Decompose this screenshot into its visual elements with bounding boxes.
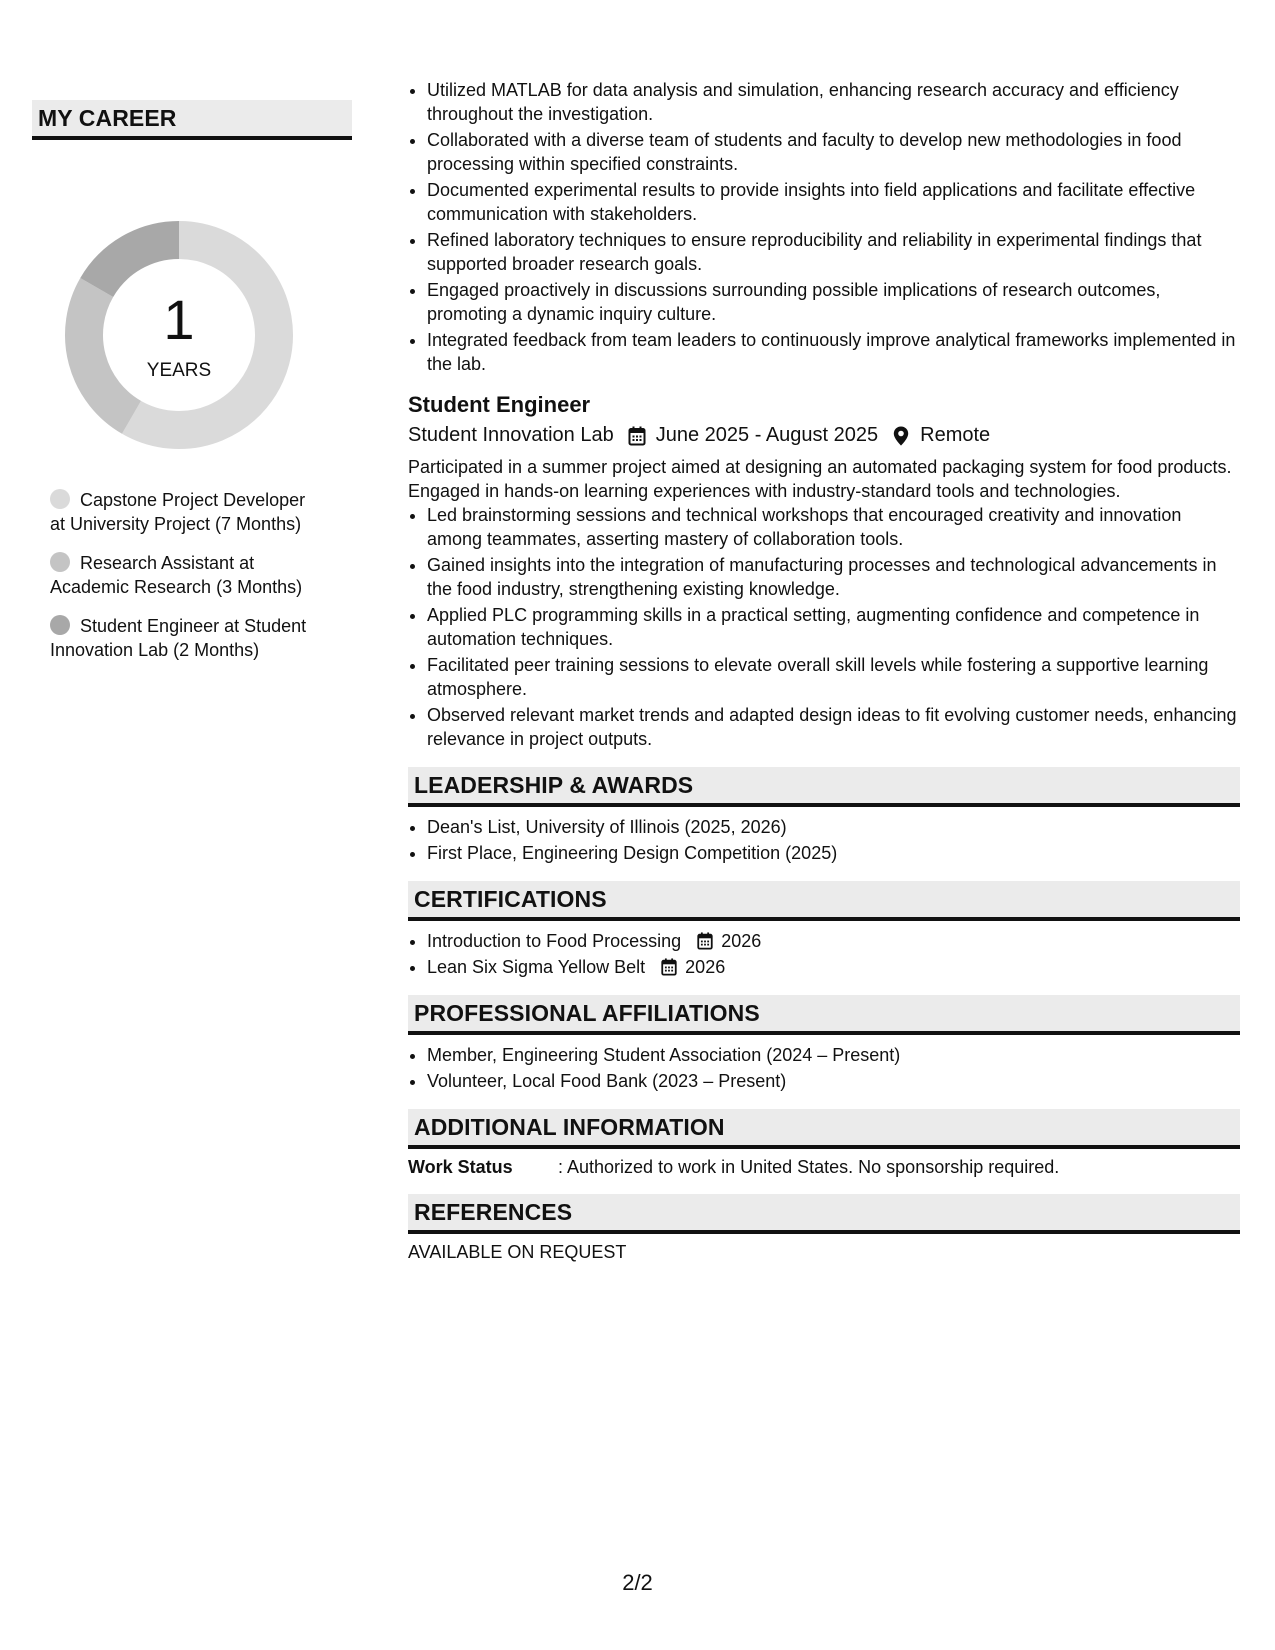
certification-name: Introduction to Food Processing bbox=[427, 931, 682, 951]
legend-dot bbox=[50, 615, 70, 635]
certifications-heading: CERTIFICATIONS bbox=[408, 881, 1240, 921]
work-status-row bbox=[408, 1157, 1240, 1178]
affiliations-heading: PROFESSIONAL AFFILIATIONS bbox=[408, 995, 1240, 1035]
leadership-heading: LEADERSHIP & AWARDS bbox=[408, 767, 1240, 807]
bullet-item: • Engaged proactively in discussions surrounding possible implications of research outcomes, promoting a dynamic inquiry culture. bbox=[427, 278, 1240, 326]
career-legend bbox=[50, 488, 320, 662]
left-column bbox=[32, 100, 352, 677]
list-item: • Volunteer, Local Food Bank (2023 – Present) bbox=[427, 1069, 1240, 1093]
additional-heading: ADDITIONAL INFORMATION bbox=[408, 1109, 1240, 1149]
affiliations-section bbox=[408, 995, 1240, 1093]
list-item: • Dean's List, University of Illinois (2025, 2026) bbox=[427, 815, 1240, 839]
donut-segment bbox=[97, 240, 179, 288]
leadership-section bbox=[408, 767, 1240, 865]
legend-label: Capstone Project Developer at University Project (7 Months) bbox=[50, 490, 306, 534]
job-description: Participated in a summer project aimed at designing an automated packaging system for food products. Engaged in hands-on learning experiences with industry-standard tools and technologies. bbox=[408, 457, 1232, 501]
certification-item bbox=[427, 955, 1240, 979]
job-title: Student Engineer bbox=[408, 392, 591, 417]
legend-label: Research Assistant at Academic Research (3 Months) bbox=[50, 553, 303, 597]
certifications-list bbox=[408, 929, 1240, 979]
certification-name: Lean Six Sigma Yellow Belt bbox=[427, 957, 646, 977]
work-status-value: : Authorized to work in United States. No sponsorship required. bbox=[558, 1157, 1060, 1177]
legend-label: Student Engineer at Student Innovation Lab (2 Months) bbox=[50, 616, 307, 660]
legend-dot bbox=[50, 552, 70, 572]
page-number: 2/2 bbox=[622, 1570, 653, 1595]
legend-item bbox=[50, 614, 320, 662]
job-dates: June 2025 - August 2025 bbox=[655, 424, 879, 446]
legend-dot bbox=[50, 489, 70, 509]
donut-number: 1 bbox=[163, 288, 195, 351]
certification-year: 2026 bbox=[685, 957, 726, 977]
bullet-item: • Observed relevant market trends and adapted design ideas to fit evolving customer needs, enhancing relevance in project outputs. bbox=[427, 703, 1240, 751]
list-item: • First Place, Engineering Design Competition (2025) bbox=[427, 841, 1240, 865]
location-pin-icon bbox=[890, 425, 912, 447]
legend-item bbox=[50, 551, 320, 599]
leadership-list bbox=[408, 815, 1240, 865]
calendar-icon bbox=[626, 425, 648, 447]
certification-year: 2026 bbox=[721, 931, 762, 951]
prev-job-bullets bbox=[408, 78, 1240, 376]
bullet-item: • Collaborated with a diverse team of students and faculty to develop new methodologies in food processing within specified constraints. bbox=[427, 128, 1240, 176]
job-bullets bbox=[408, 503, 1240, 751]
references-section bbox=[408, 1194, 1240, 1263]
list-item: • Member, Engineering Student Association (2024 – Present) bbox=[427, 1043, 1240, 1067]
bullet-item: • Utilized MATLAB for data analysis and simulation, enhancing research accuracy and efficiency throughout the investigation. bbox=[427, 78, 1240, 126]
work-status-label: Work Status bbox=[408, 1157, 513, 1177]
certification-item bbox=[427, 929, 1240, 953]
bullet-item: • Integrated feedback from team leaders to continuously improve analytical frameworks implemented in the lab. bbox=[427, 328, 1240, 376]
bullet-item: • Gained insights into the integration of manufacturing processes and technological advancements in the food industry, strengthening existing knowledge. bbox=[427, 553, 1240, 601]
job-meta bbox=[408, 424, 1240, 447]
references-text: AVAILABLE ON REQUEST bbox=[408, 1242, 627, 1262]
career-heading: MY CAREER bbox=[32, 100, 352, 140]
bullet-item: • Applied PLC programming skills in a practical setting, augmenting confidence and competence in automation techniques. bbox=[427, 603, 1240, 651]
bullet-item: • Facilitated peer training sessions to elevate overall skill levels while fostering a supportive learning atmosphere. bbox=[427, 653, 1240, 701]
additional-section bbox=[408, 1109, 1240, 1178]
bullet-item: • Refined laboratory techniques to ensure reproducibility and reliability in experimental findings that supported broader research goals. bbox=[427, 228, 1240, 276]
calendar-icon bbox=[696, 932, 714, 950]
donut-unit: YEARS bbox=[146, 360, 212, 381]
right-column bbox=[408, 78, 1240, 1263]
legend-item bbox=[50, 488, 320, 536]
bullet-item: • Led brainstorming sessions and technical workshops that encouraged creativity and innovation among teammates, asserting mastery of collaboration tools. bbox=[427, 503, 1240, 551]
job-company: Student Innovation Lab bbox=[408, 424, 614, 446]
career-donut-chart bbox=[64, 220, 294, 450]
bullet-item: • Documented experimental results to provide insights into field applications and facilitate effective communication with stakeholders. bbox=[427, 178, 1240, 226]
certifications-section bbox=[408, 881, 1240, 979]
calendar-icon bbox=[660, 958, 678, 976]
job-location: Remote bbox=[920, 424, 991, 446]
affiliations-list bbox=[408, 1043, 1240, 1093]
references-heading: REFERENCES bbox=[408, 1194, 1240, 1234]
